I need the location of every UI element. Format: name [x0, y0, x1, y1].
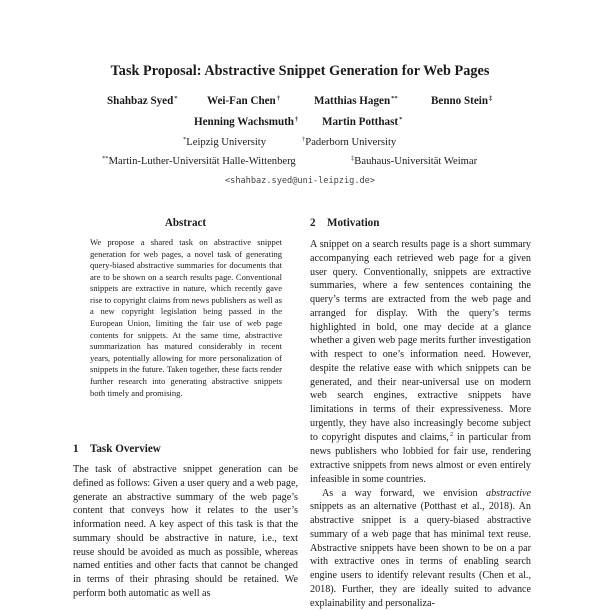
- affiliation: *Leipzig University: [182, 137, 266, 148]
- section-heading: [73, 443, 161, 455]
- author: Martin Potthast*: [322, 116, 402, 128]
- contact-email: <shahbaz.syed@uni-leipzig.de>: [0, 176, 600, 186]
- abstract-heading: Abstract: [73, 217, 298, 229]
- paper-title: Task Proposal: Abstractive Snippet Generation for Web Pages: [0, 63, 600, 80]
- footnote-marker[interactable]: 2: [450, 431, 453, 438]
- affiliation: †Paderborn University: [301, 137, 396, 148]
- affiliation: ‡Bauhaus-Universität Weimar: [350, 156, 477, 167]
- section-body: [310, 238, 531, 610]
- section-title: Task Overview: [90, 443, 161, 455]
- paragraph: As a way forward, we envision abstractive snippets as an alternative (Potthast et al., 2018). An abstractive snippet is a query-biased abstractive summary of a web page that has minimal text reuse. Abstractive snippets have been shown to be on a par with extractive ones in terms of enabling search engine users to identify relevant results (Chen et al., 2018). Further, they are ideally suited to advance explainability and personaliza-: [310, 487, 531, 610]
- affiliation: **Martin-Luther-Universität Halle-Wittenberg: [101, 156, 296, 167]
- paragraph: A snippet on a search results page is a short summary accompanying each retrieved web page for a given user query. Conventionally, snippets are extractive summaries, where a few sentences containing the query’s terms are extracted from the web page and arranged for display. With the query’s terms highlighted in bold, one may decide at a glance whether a given web page merits further investigation with respect to one’s information need. However, despite the relative ease with which snippets can be generated, and their near-universal use on modern web search engines, extractive snippets have limitations in terms of their expressiveness. More urgently, they have also increasingly become subject to copyright disputes and claims,$^2$ in particular from news publishers who lobbied for fair use, rendering extractive snippets from news almost or even entirely infeasible in some countries.: [310, 238, 531, 487]
- section-title: Motivation: [327, 217, 379, 229]
- section-number: 2: [310, 217, 327, 229]
- author: Henning Wachsmuth†: [194, 116, 298, 128]
- abstract-text: We propose a shared task on abstractive snippet generation for web pages, a novel task of generating query-biased abstractive summaries for documents that are to be shown on a search results page. Conventional snippets are extractive in nature, which recently gave rise to copyright claims from news publishers as well as a new copyright legislation being passed in the European Union, limiting the fair use of web page contents for snippets. At the same time, abstractive summarization has matured considerably in recent years, potentially allowing for more personalization of snippets in the future. Taken together, these facts render further research into generating abstractive snippets both timely and promising.: [90, 237, 282, 399]
- author: Matthias Hagen**: [314, 95, 398, 107]
- section-body: [73, 463, 298, 601]
- section-heading: [310, 217, 379, 229]
- author: Shahbaz Syed*: [107, 95, 178, 107]
- paragraph: The task of abstractive snippet generation can be defined as follows: Given a user query and a web page, generate an abstractive summary of the web page’s content that conveys how it relates to the user’s information need. A key aspect of this task is that the summary should be abstractive in nature, i.e., text reuse should be avoided as much as possible, whereas named entities and other facts that cannot be changed in terms of their phrasing should be retained. We perform both automatic as well as: [73, 463, 298, 601]
- author: Benno Stein‡: [431, 95, 492, 107]
- author: Wei-Fan Chen†: [207, 95, 280, 107]
- section-number: 1: [73, 443, 90, 455]
